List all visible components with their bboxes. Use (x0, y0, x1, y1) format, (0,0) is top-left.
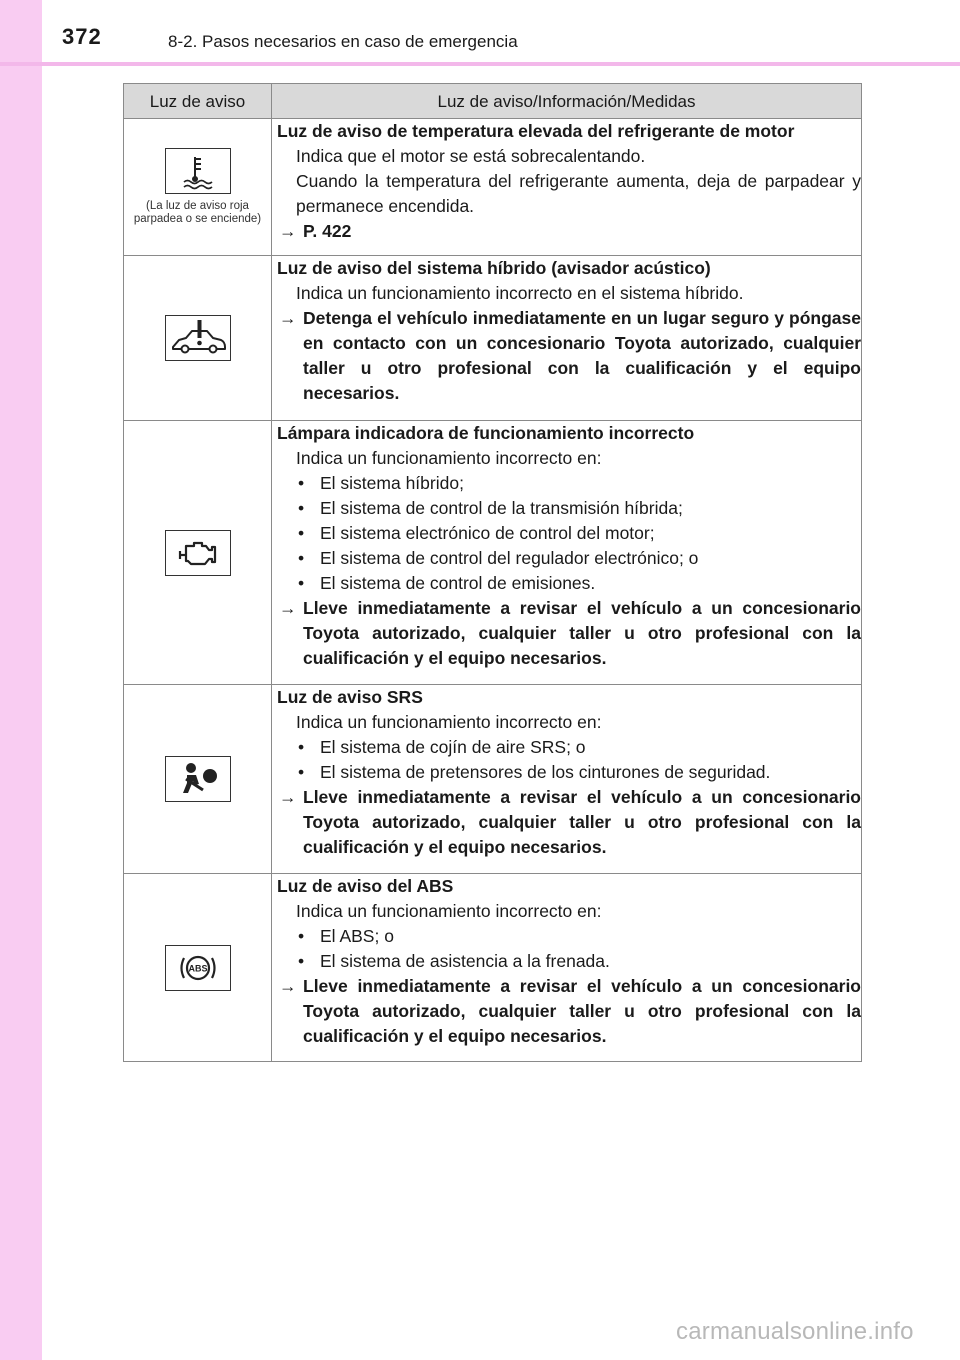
action-text: Detenga el vehículo inmediatamente en un lugar seguro y póngase en contacto con un concesionario Toyota autorizado, cualquier taller u otro profesional con la cualificación y el equipo necesarios. (303, 308, 861, 403)
icon-note: (La luz de aviso roja parpadea o se enciende) (133, 200, 262, 225)
hybrid-system-warning-icon (165, 315, 231, 361)
row-title: Luz de aviso de temperatura elevada del refrigerante de motor (277, 121, 795, 141)
list-item: • El sistema de control de emisiones. (298, 573, 596, 593)
arrow-icon: → (279, 976, 297, 996)
icon-cell (124, 685, 272, 874)
row-title: Lámpara indicadora de funcionamiento incorrecto (277, 423, 695, 443)
list-item: • El sistema electrónico de control del motor; (298, 523, 655, 543)
row-text: Cuando la temperatura del refrigerante aumenta, deja de parpadear y permanece encendida. (296, 171, 861, 216)
arrow-icon: → (279, 787, 297, 807)
icon-cell (124, 119, 272, 256)
row-text: Indica un funcionamiento incorrecto en: (296, 712, 602, 732)
row-text: Indica un funcionamiento incorrecto en el sistema híbrido. (296, 283, 744, 303)
info-cell (272, 119, 862, 256)
warning-lights-table (123, 83, 862, 1062)
abs-label: ABS (187, 963, 208, 973)
check-engine-icon (165, 530, 231, 576)
watermark: carmanualsonline.info (676, 1318, 914, 1345)
info-cell (272, 421, 862, 685)
info-cell (272, 256, 862, 421)
table-header-row (124, 84, 862, 119)
list-item: • El sistema híbrido; (298, 473, 464, 493)
srs-airbag-icon (165, 756, 231, 802)
arrow-icon: → (279, 598, 297, 618)
info-cell (272, 874, 862, 1062)
list-item: • El sistema de pretensores de los cinturones de seguridad. (298, 762, 771, 782)
list-item: • El sistema de cojín de aire SRS; o (298, 737, 586, 757)
action-text: Lleve inmediatamente a revisar el vehículo a un concesionario Toyota autorizado, cualquier taller u otro profesional con la cualificación y el equipo necesarios. (303, 976, 861, 1046)
side-color-band (0, 0, 42, 1360)
icon-cell (124, 421, 272, 685)
row-text: Indica un funcionamiento incorrecto en: (296, 901, 602, 921)
column-header-light: Luz de aviso (124, 84, 272, 119)
header-rule (0, 62, 960, 66)
arrow-icon: → (279, 221, 297, 241)
table-row (124, 119, 862, 256)
icon-cell (124, 874, 272, 1062)
info-cell (272, 685, 862, 874)
list-item: • El sistema de control de la transmisión híbrida; (298, 498, 683, 518)
section-title: 8-2. Pasos necesarios en caso de emergencia (168, 32, 518, 51)
page-reference-link[interactable]: P. 422 (303, 221, 352, 241)
table-row (124, 421, 862, 685)
abs-warning-icon (165, 945, 231, 991)
list-item: • El sistema de asistencia a la frenada. (298, 951, 610, 971)
row-title: Luz de aviso del sistema híbrido (avisador acústico) (277, 258, 711, 278)
action-text: Lleve inmediatamente a revisar el vehículo a un concesionario Toyota autorizado, cualquier taller u otro profesional con la cualificación y el equipo necesarios. (303, 787, 861, 857)
table-row (124, 256, 862, 421)
table-row (124, 874, 862, 1062)
row-text: Indica un funcionamiento incorrecto en: (296, 448, 602, 468)
coolant-temperature-icon (165, 148, 231, 194)
column-header-info: Luz de aviso/Información/Medidas (272, 84, 862, 119)
list-item: • El ABS; o (298, 926, 394, 946)
row-title: Luz de aviso SRS (277, 687, 423, 707)
arrow-icon: → (279, 308, 297, 328)
row-title: Luz de aviso del ABS (277, 876, 454, 896)
table-row (124, 685, 862, 874)
row-text: Indica que el motor se está sobrecalentando. (296, 146, 646, 166)
action-text: Lleve inmediatamente a revisar el vehículo a un concesionario Toyota autorizado, cualquier taller u otro profesional con la cualificación y el equipo necesarios. (303, 598, 861, 668)
page-number: 372 (62, 24, 102, 49)
list-item: • El sistema de control del regulador electrónico; o (298, 548, 699, 568)
icon-cell (124, 256, 272, 421)
